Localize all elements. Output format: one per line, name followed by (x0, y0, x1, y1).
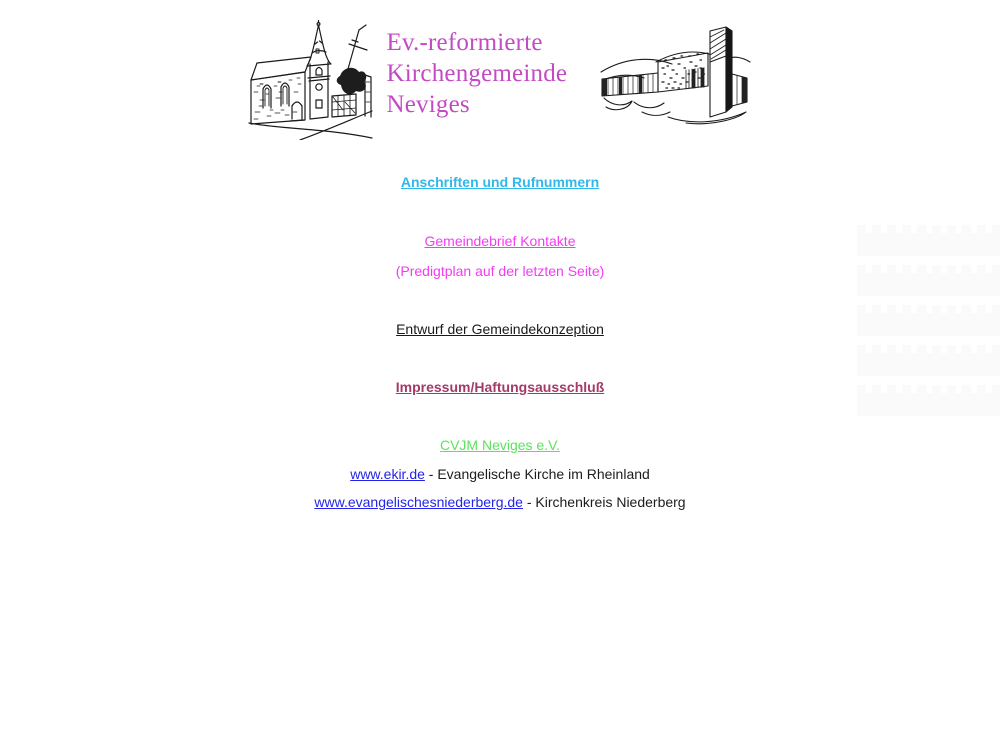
right-edge-artifact-stripe (857, 265, 1000, 296)
link-entwurf-gemeindekonzeption[interactable]: Entwurf der Gemeindekonzeption (396, 321, 604, 337)
main-link-list (0, 174, 1000, 510)
row-gemeindebrief (0, 233, 1000, 249)
row-ekir (0, 466, 1000, 482)
link-anschriften-und-rufnummern[interactable]: Anschriften und Rufnummern (400, 174, 600, 190)
right-edge-artifact-stripe (857, 385, 1000, 416)
right-edge-artifact-stripe (857, 225, 1000, 256)
old-church-illustration (248, 20, 373, 140)
row-anschriften (0, 174, 1000, 190)
row-niederberg (0, 494, 1000, 510)
row-impressum (0, 379, 1000, 395)
link-cvjm-neviges[interactable]: CVJM Neviges e.V. (439, 437, 561, 453)
right-edge-artifact-stripe (857, 305, 1000, 336)
page-title-line-1: Ev.-reformierte (386, 29, 543, 56)
modern-church-drawing-svg (598, 22, 753, 128)
row-predigtplan-note (0, 263, 1000, 279)
page-title-line-3: Neviges (386, 91, 470, 118)
link-gemeindebrief-kontakte[interactable]: Gemeindebrief Kontakte (424, 233, 576, 249)
niederberg-description: - Kirchenkreis Niederberg (526, 494, 686, 510)
page-title (387, 20, 579, 120)
old-church-drawing-svg (248, 20, 373, 140)
modern-church-illustration (598, 22, 753, 128)
link-impressum-haftungsausschluss[interactable]: Impressum/Haftungsausschluß (395, 379, 605, 395)
link-www-evangelischesniederberg-de[interactable]: www.evangelischesniederberg.de (314, 494, 523, 510)
row-cvjm (0, 437, 1000, 453)
link-www-ekir-de[interactable]: www.ekir.de (350, 466, 425, 482)
right-edge-artifact-stripe (857, 345, 1000, 376)
header (0, 0, 1000, 140)
ekir-description: - Evangelische Kirche im Rheinland (428, 466, 650, 482)
row-gemeindekonzeption (0, 321, 1000, 337)
predigtplan-note: (Predigtplan auf der letzten Seite) (395, 263, 605, 279)
page-title-line-2: Kirchengemeinde (386, 60, 568, 87)
